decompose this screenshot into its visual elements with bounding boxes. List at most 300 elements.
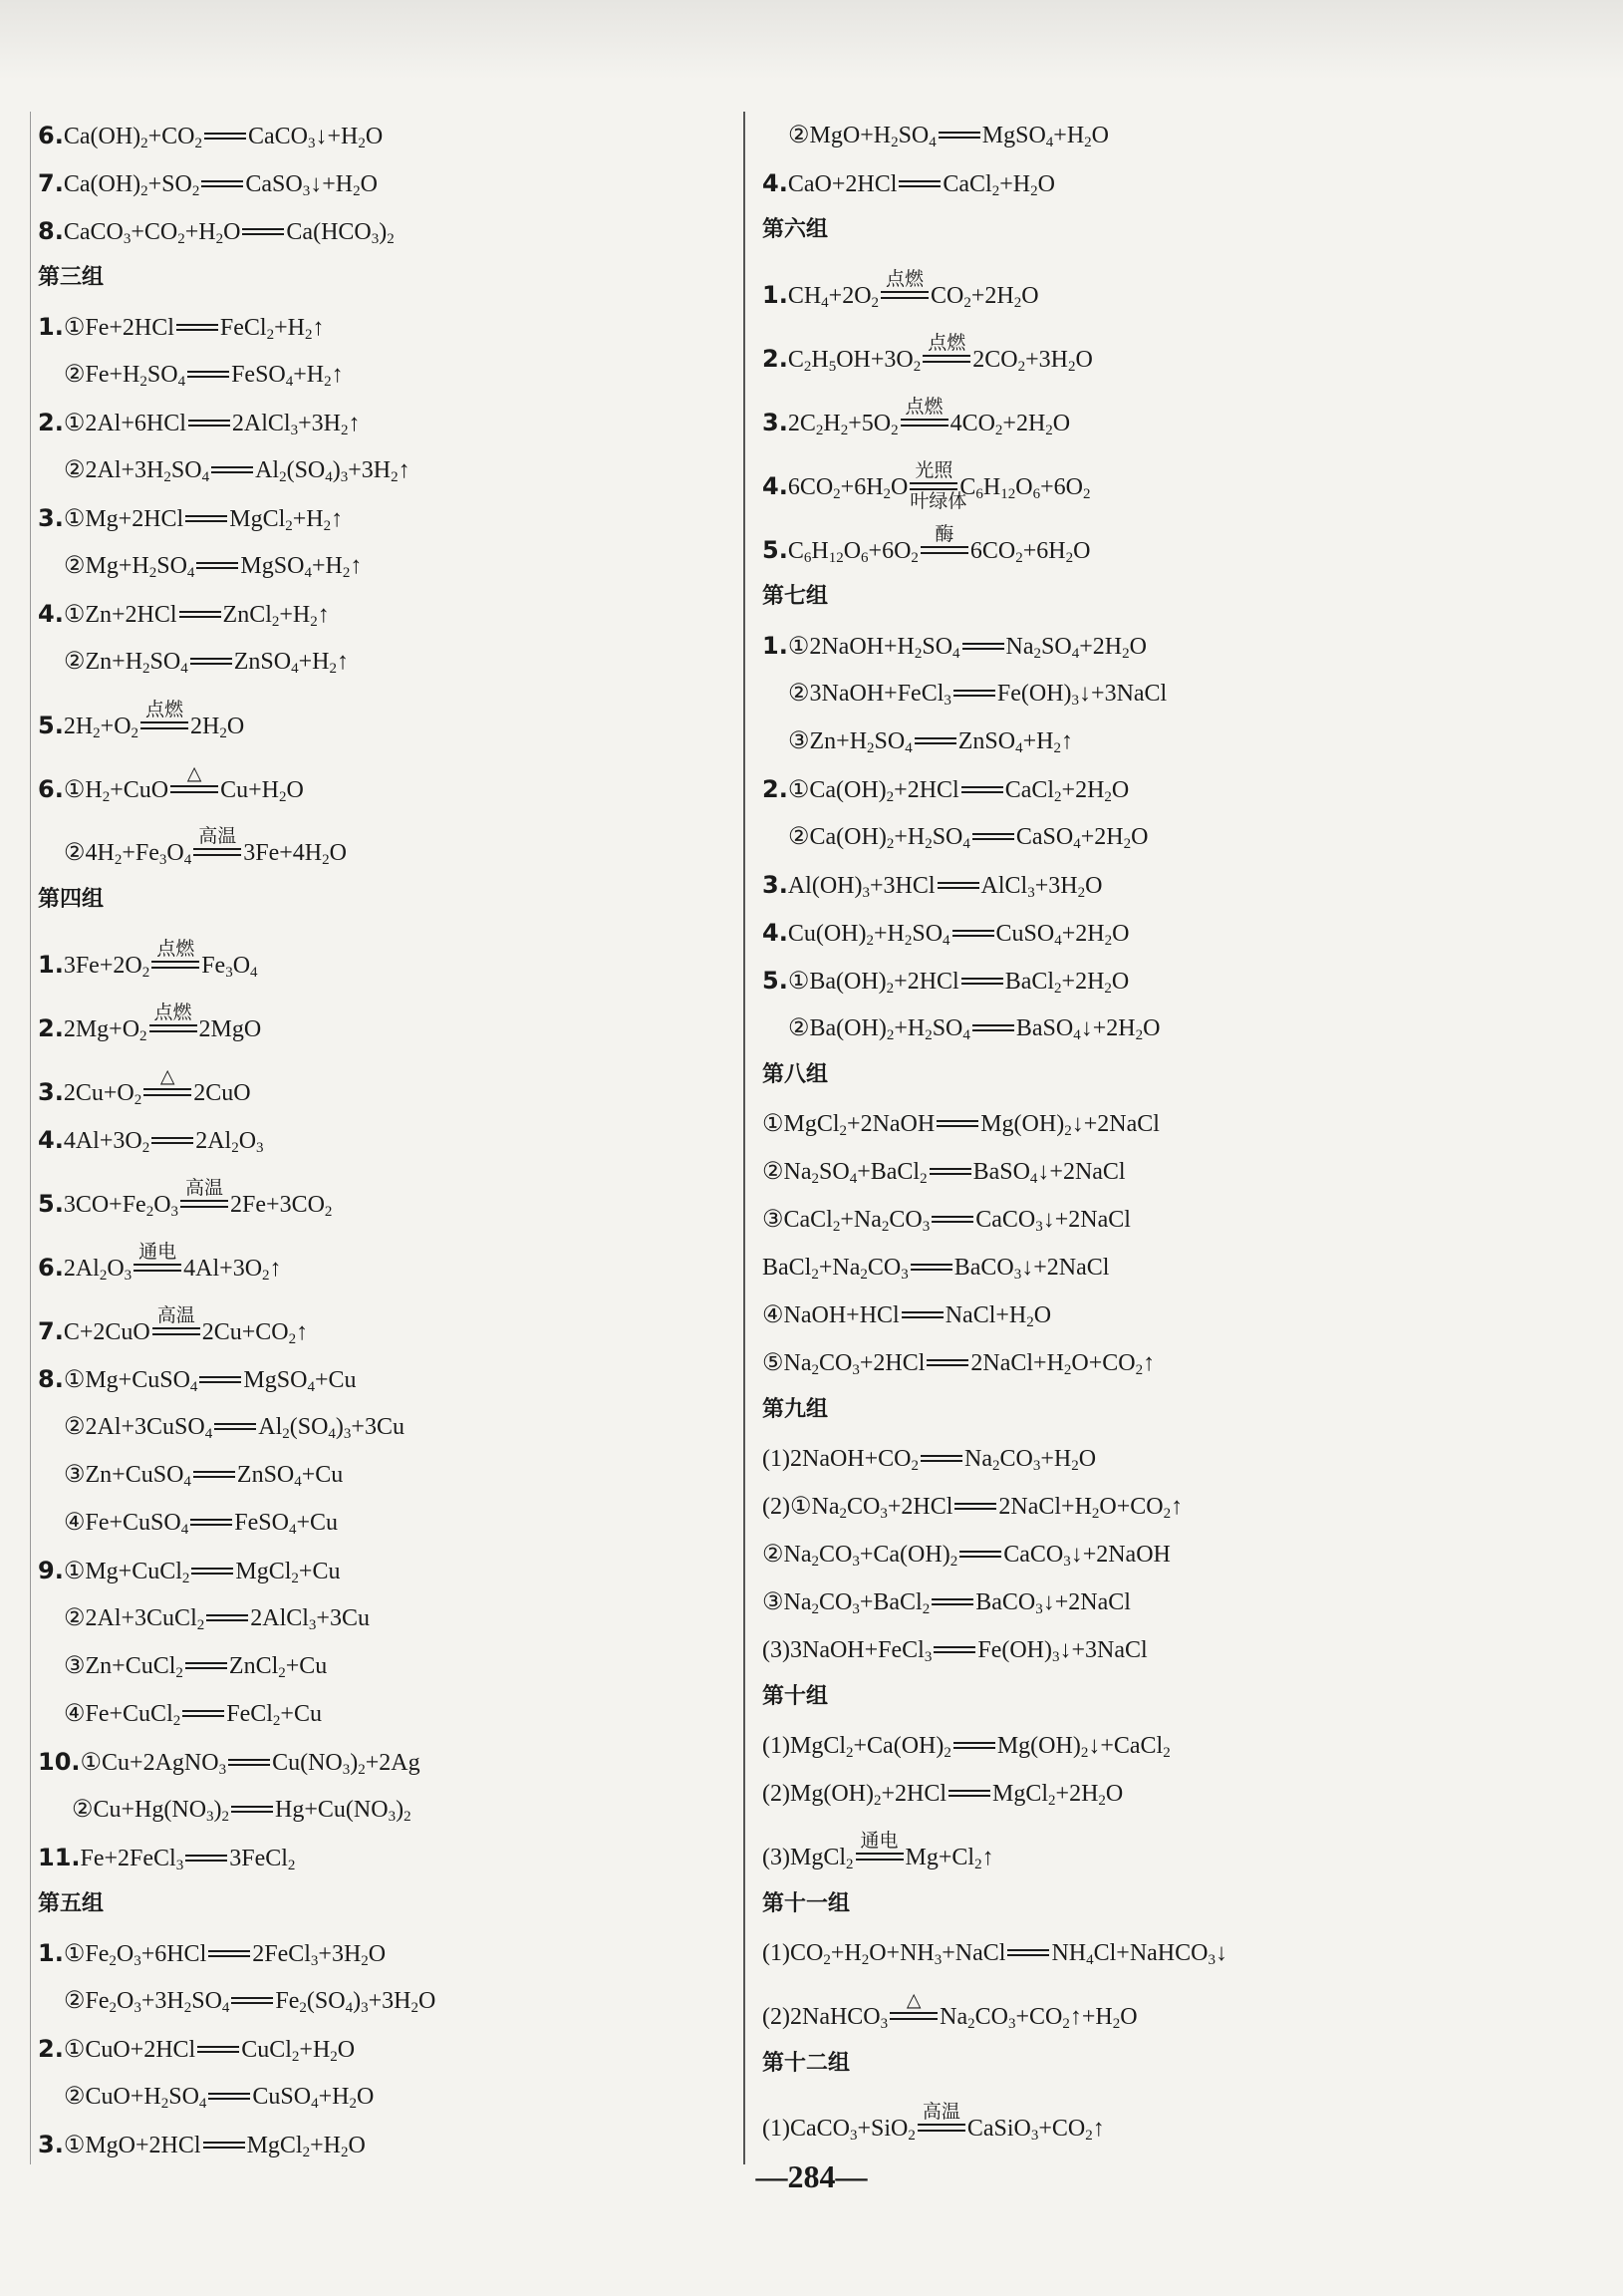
subscript: 2	[1163, 1506, 1172, 1522]
reaction-condition	[910, 459, 967, 512]
subscript: 3	[310, 1953, 319, 1969]
equation-line: $(1)MgCl_2+Ca(OH)_2$ $Mg(OH)_2↓+CaCl_2$	[762, 1733, 1171, 1761]
equation-line: 2.①CuO+2HCl $CuCl_2+H_2O$	[38, 2035, 356, 2065]
subscript: 4	[201, 469, 210, 485]
equation-line: $③Na_2CO_3+BaCl_2$ BaCO$_3$↓+2NaCl	[762, 1589, 1131, 1617]
subscript: 2	[391, 469, 399, 485]
subscript: 3	[1032, 1458, 1041, 1474]
item-number: 4.	[762, 919, 788, 947]
subscript: 2	[1112, 2016, 1121, 2032]
reaction-condition	[921, 523, 968, 554]
equals-sign	[190, 1519, 232, 1526]
subscript: 2	[299, 2000, 307, 2016]
subscript: 2	[285, 518, 293, 534]
left-column	[38, 112, 725, 2168]
item-number: 3.	[762, 871, 788, 899]
subscript: 2	[145, 1204, 154, 1220]
subscript: 2	[811, 1362, 819, 1378]
equation-line: ①MgCl$_2$+2NaOH $Mg(OH)_2↓+2NaCl$	[762, 1111, 1160, 1139]
subscript: 2	[172, 1713, 181, 1729]
subscript: 3	[901, 1267, 909, 1283]
section-heading: 第六组	[762, 217, 829, 242]
item-number: 4.	[762, 169, 788, 197]
equation-line: $②Fe+H_2SO_4$ $FeSO_4+H_2↑$	[64, 362, 344, 390]
subscript: 3	[1030, 2128, 1039, 2144]
item-number: 9.	[38, 1557, 64, 1584]
subscript: 3	[924, 1649, 933, 1665]
subscript: 6	[803, 550, 812, 566]
equation-line: $2.①Ca(OH)_2+2HCl$ $CaCl_2+2H_2O$	[762, 775, 1130, 805]
section-heading: 第四组	[38, 887, 105, 912]
reaction-condition	[140, 699, 188, 729]
subscript: 4	[1015, 740, 1023, 756]
subscript: 2	[908, 2128, 916, 2144]
subscript: 2	[1098, 1793, 1106, 1809]
condition-label: △	[159, 1065, 175, 1087]
subscript: 2	[219, 725, 227, 741]
equation-line: $6.①H_2+CuO$ △ $Cu+H_2O$	[38, 762, 304, 805]
subscript: 4	[183, 852, 192, 868]
subscript: 5	[828, 359, 837, 375]
subscript: 2	[1048, 1793, 1056, 1809]
equation-line: 4.CaO+2HCl $CaCl_2+H_2O$	[762, 169, 1055, 199]
subscript: 2	[922, 1601, 931, 1617]
equals-sign	[208, 1950, 250, 1957]
item-number: 3.	[762, 409, 788, 436]
subscript: 2	[291, 2049, 300, 2065]
subscript: 2	[1067, 359, 1076, 375]
equation-line: $(2)Mg(OH)_2+2HCl$ $MgCl_2+2H_2O$	[762, 1781, 1124, 1809]
section-heading: 第七组	[762, 584, 829, 609]
subscript: 2	[1084, 135, 1092, 150]
subscript: 2	[839, 1506, 847, 1522]
section-heading: 第三组	[38, 265, 105, 290]
subscript: 2	[109, 1953, 117, 1969]
subscript: 4	[962, 836, 970, 852]
equation-line: $(1)2NaOH+CO_2$ $Na_2CO_3+H_2O$	[762, 1446, 1097, 1474]
item-number: 6.	[38, 775, 64, 803]
item-number: 4.	[762, 472, 788, 500]
subscript: 2	[974, 1857, 982, 1872]
subscript: 4	[1054, 933, 1062, 949]
item-number: 2.	[38, 2035, 64, 2063]
subscript: 2	[183, 2000, 192, 2016]
subscript: 3	[1013, 1267, 1022, 1283]
subscript: 2	[177, 231, 185, 247]
equation-line: $③CaCl_2+Na_2CO_3$ CaCO$_3$↓+2NaCl	[762, 1207, 1131, 1235]
item-number: 3.	[38, 2131, 64, 2158]
equation-line: $(1)CO_2+H_2O+NH_3+NaCl$ $NH_4Cl+NaHCO_3↓$	[762, 1940, 1227, 1968]
subscript: 2	[1122, 646, 1130, 662]
subscript: 2	[278, 1665, 286, 1681]
equals-sign	[959, 1551, 1001, 1558]
subscript: 2	[266, 327, 275, 343]
equals-sign	[242, 228, 284, 235]
subscript: 2	[340, 423, 349, 438]
subscript: 4	[180, 1522, 189, 1538]
subscript: 2	[867, 740, 875, 756]
condition-label: 点燃	[156, 938, 195, 960]
subscript: 2	[231, 1140, 239, 1156]
section-heading: 第八组	[762, 1062, 829, 1087]
item-number: 6.	[38, 1254, 64, 1282]
subscript: 2	[271, 614, 280, 630]
equation-line: (1)CaCO$_3$+SiO$_2$ 高温 $CaSiO_3+CO_2↑$	[762, 2101, 1105, 2144]
subscript: 2	[920, 1171, 928, 1187]
equation-line: 1.①Fe+2HCl $FeCl_2+H_2↑$	[38, 313, 325, 343]
subscript: 4	[1045, 135, 1054, 150]
subscript: 2	[278, 789, 287, 805]
subscript: 2	[1077, 885, 1086, 901]
subscript: 4	[1071, 646, 1080, 662]
equation-line: (3)MgCl$_2$ 通电 $Mg+Cl_2↑$	[762, 1830, 994, 1872]
equation-line: $②2Al+3H_2SO_4$ $Al_2(SO_4)_3+3H_2↑$	[64, 457, 410, 485]
equation-line: $②Zn+H_2SO_4$ $ZnSO_4+H_2↑$	[64, 649, 349, 677]
reaction-condition	[143, 1065, 191, 1096]
equals-sign	[911, 1264, 952, 1271]
equals-sign	[231, 1806, 273, 1813]
subscript: 4	[177, 374, 186, 390]
subscript: 2	[340, 2145, 349, 2160]
subscript: 2	[811, 1601, 819, 1617]
subscript: 2	[291, 1571, 299, 1586]
subscript: 2	[1015, 550, 1023, 566]
subscript: 2	[811, 1554, 819, 1570]
subscript: 2	[358, 136, 366, 151]
subscript: 2	[194, 136, 203, 151]
subscript: 2	[914, 646, 923, 662]
subscript: 4	[189, 1379, 198, 1395]
condition-label: 高温	[156, 1304, 195, 1326]
subscript: 2	[142, 661, 150, 677]
equation-line: $6.2Al_2O_3$ 通电 $4Al+3O_2↑$	[38, 1241, 282, 1284]
subscript: 2	[302, 2145, 311, 2160]
equals-sign	[203, 2142, 245, 2149]
subscript: 2	[886, 981, 895, 997]
equals-sign	[930, 1168, 971, 1175]
subscript: 2	[1013, 295, 1022, 311]
equals-sign	[185, 1855, 227, 1862]
item-number: 1.	[38, 1939, 64, 1967]
equals-sign	[961, 786, 1003, 793]
item-number: 2.	[38, 409, 64, 436]
item-number: 1.	[762, 632, 788, 660]
equals-sign	[972, 1024, 1014, 1031]
equation-line: $②Cu+Hg(NO_3)_2$ $Hg+Cu(NO_3)_2$	[72, 1797, 411, 1825]
subscript: 2	[324, 1204, 333, 1220]
reaction-condition	[180, 1177, 228, 1208]
subscript: 2	[175, 1665, 183, 1681]
subscript: 4	[288, 1522, 297, 1538]
subscript: 3	[170, 1204, 179, 1220]
equals-sign	[953, 1742, 995, 1749]
condition-label: 点燃	[928, 332, 966, 354]
right-column	[762, 112, 1589, 2152]
equals-sign	[206, 1614, 248, 1621]
subscript: 4	[328, 1426, 336, 1442]
item-number: 1.	[38, 313, 64, 341]
condition-label: 点燃	[905, 396, 944, 418]
item-number: 3.	[38, 1078, 64, 1106]
subscript: 2	[886, 836, 895, 852]
subscript: 2	[1033, 646, 1042, 662]
subscript: 2	[871, 295, 880, 311]
equals-sign	[952, 930, 994, 937]
equals-sign	[231, 1997, 273, 2004]
subscript: 2	[139, 374, 147, 390]
subscript: 4	[1086, 1952, 1094, 1968]
subscript: 2	[991, 183, 1000, 199]
equation-line: $1.①2NaOH+H_2SO_4$ $Na_2SO_4+2H_2O$	[762, 632, 1147, 662]
equals-sign	[179, 611, 221, 618]
condition-label: 通电	[138, 1241, 177, 1263]
subscript: 2	[404, 1809, 411, 1825]
equals-sign	[902, 1311, 944, 1318]
subscript: 2	[1104, 933, 1113, 949]
subscript: 2	[140, 136, 148, 151]
equation-line: $③Zn+H_2SO_4$ $ZnSO_4+H_2↑$	[788, 728, 1073, 756]
equals-sign	[199, 1376, 241, 1383]
subscript: 2	[131, 725, 139, 741]
subscript: 4	[250, 965, 258, 981]
equals-sign	[196, 562, 238, 569]
subscript: 3	[308, 1617, 317, 1633]
equation-line: 3.①MgO+2HCl $MgCl_2+H_2O$	[38, 2131, 366, 2160]
subscript: 3	[290, 423, 299, 438]
subscript: 2	[221, 1809, 230, 1825]
subscript: 2	[1065, 550, 1074, 566]
subscript: 4	[186, 565, 195, 581]
subscript: 3	[944, 693, 951, 709]
subscript: 4	[821, 295, 829, 311]
subscript: 3	[158, 852, 167, 868]
subscript: 2	[866, 933, 874, 949]
subscript: 12	[1000, 486, 1016, 502]
equation-line: 11.Fe+2FeCl$_3$ 3FeCl$_2$	[38, 1844, 296, 1873]
page-number: —284—	[755, 2158, 868, 2194]
equation-line: ③Zn+CuCl$_2$ ZnCl$_2$+Cu	[64, 1653, 328, 1681]
subscript: 2	[287, 1858, 296, 1873]
equals-sign	[921, 1455, 962, 1462]
subscript: 2	[1017, 359, 1026, 375]
equation-line: $3.Al(OH)_3+3HCl$ $AlCl_3+3H_2O$	[762, 871, 1103, 901]
subscript: 2	[846, 1857, 854, 1872]
subscript: 2	[324, 374, 332, 390]
subscript: 2	[803, 359, 812, 375]
item-number: 4.	[38, 600, 64, 628]
equation-line: 3.①Mg+2HCl $MgCl_2+H_2↑$	[38, 504, 344, 534]
subscript: 2	[358, 1762, 366, 1778]
subscript: 2	[1085, 2128, 1093, 2144]
subscript: 4	[311, 2096, 319, 2112]
equals-sign	[201, 180, 243, 187]
subscript: 2	[304, 327, 313, 343]
reaction-condition	[193, 825, 241, 856]
subscript: 4	[307, 1379, 315, 1395]
item-number: 2.	[762, 775, 788, 803]
equals-sign	[954, 1503, 996, 1510]
reaction-condition	[134, 1241, 181, 1272]
subscript: 2	[967, 2016, 975, 2032]
subscript: 2	[99, 1268, 108, 1284]
subscript: 2	[322, 852, 330, 868]
subscript: 2	[196, 1617, 205, 1633]
subscript: 3	[123, 231, 132, 247]
equation-line: ④Fe+CuCl$_2$ FeCl$_2$+Cu	[64, 1701, 322, 1729]
subscript: 2	[891, 135, 899, 150]
subscript: 2	[1064, 1123, 1072, 1139]
condition-label: △	[186, 762, 202, 784]
subscript: 2	[823, 1952, 831, 1968]
equation-line: $4.6CO_2+6H_2O$ 光照 叶绿体 $C_6H_{12}O_6+6O_2$	[762, 459, 1091, 512]
subscript: 3	[1208, 1952, 1216, 1968]
subscript: 2	[342, 565, 351, 581]
equals-sign	[211, 466, 253, 473]
subscript: 2	[141, 1140, 150, 1156]
subscript: 3	[862, 885, 870, 901]
equals-sign	[190, 658, 232, 665]
equation-line: $7.Ca(OH)_2+SO_2$ $CaSO_3↓+H_2O$	[38, 169, 378, 199]
equals-sign	[185, 515, 227, 522]
subscript: 2	[832, 1219, 841, 1235]
subscript: 3	[361, 2000, 369, 2016]
subscript: 2	[811, 1171, 819, 1187]
condition-sublabel: 叶绿体	[910, 490, 967, 512]
subscript: 4	[849, 1171, 858, 1187]
subscript: 3	[340, 469, 349, 485]
equals-sign	[938, 882, 979, 889]
subscript: 2	[833, 486, 841, 502]
equals-sign	[204, 133, 246, 140]
subscript: 4	[1073, 1027, 1081, 1043]
equals-sign	[932, 1598, 973, 1605]
item-number: 2.	[762, 345, 788, 373]
equals-sign	[214, 1423, 256, 1430]
subscript: 2	[114, 852, 123, 868]
equals-sign	[961, 978, 1003, 985]
equation-line: ④Fe+CuSO$_4$ FeSO$_4$+Cu	[64, 1510, 338, 1538]
subscript: 2	[310, 614, 318, 630]
subscript: 2	[815, 423, 824, 438]
subscript: 2	[1080, 1745, 1089, 1761]
equation-line: $②Ca(OH)_2+H_2SO_4$ $CaSO_4+2H_2O$	[788, 824, 1149, 852]
subscript: 3	[1063, 1554, 1071, 1570]
equals-sign	[939, 132, 980, 139]
subscript: 2	[1053, 740, 1061, 756]
subscript: 2	[181, 1571, 190, 1586]
condition-label: 通电	[860, 1830, 899, 1852]
subscript: 2	[861, 1952, 870, 1968]
subscript: 2	[1163, 1745, 1171, 1761]
subscript: 4	[905, 740, 913, 756]
item-number: 1.	[38, 951, 64, 979]
equals-sign	[182, 1710, 224, 1717]
subscript: 4	[221, 2000, 230, 2016]
condition-label: 光照	[915, 459, 953, 481]
subscript: 4	[325, 469, 333, 485]
subscript: 4	[204, 1426, 213, 1442]
subscript: 3	[388, 1809, 397, 1825]
item-number: 10.	[38, 1748, 81, 1776]
equation-line: ②3NaOH+FeCl$_3$ $Fe(OH)_3↓+3NaCl$	[788, 681, 1168, 709]
equation-line: $⑤Na_2CO_3+2HCl$ $2NaCl+H_2O+CO_2↑$	[762, 1350, 1156, 1378]
subscript: 2	[994, 423, 1003, 438]
reaction-condition	[856, 1830, 904, 1861]
equals-sign	[185, 1662, 227, 1669]
subscript: 3	[1035, 1601, 1043, 1617]
condition-label: 点燃	[153, 1002, 192, 1023]
equation-line: 8.①Mg+CuSO$_4$ MgSO$_4$+Cu	[38, 1365, 357, 1395]
equals-sign	[962, 643, 1004, 650]
equation-line: $4.4Al+3O_2$ $2Al_2O_3$	[38, 1126, 264, 1156]
subscript: 2	[163, 469, 171, 485]
subscript: 2	[925, 1027, 933, 1043]
equation-line: $②MgO+H_2SO_4$ $MgSO_4+H_2O$	[788, 123, 1109, 150]
subscript: 2	[1054, 981, 1062, 997]
subscript: 2	[811, 1267, 819, 1283]
subscript: 2	[1030, 183, 1038, 199]
item-number: 5.	[38, 712, 64, 739]
equals-sign	[948, 1790, 990, 1797]
subscript: 2	[1082, 486, 1091, 502]
subscript: 3	[1071, 693, 1080, 709]
subscript: 2	[109, 2000, 118, 2016]
subscript: 4	[304, 565, 312, 581]
equation-line: $5.3CO+Fe_2O_3$ 高温 $2Fe+3CO_2$	[38, 1177, 333, 1220]
subscript: 2	[911, 1458, 920, 1474]
subscript: 4	[291, 661, 299, 677]
subscript: 3	[225, 965, 233, 981]
equation-line: $3.2C_2H_2+5O_2$ 点燃 $4CO_2+2H_2O$	[762, 396, 1071, 438]
left-margin-rule	[30, 112, 31, 2164]
item-number: 8.	[38, 217, 64, 245]
condition-label: 高温	[198, 825, 237, 847]
subscript: 2	[1123, 836, 1132, 852]
subscript: 2	[891, 423, 899, 438]
section-heading: 第十组	[762, 1684, 829, 1709]
subscript: 4	[198, 2096, 207, 2112]
subscript: 2	[361, 1953, 369, 1969]
subscript: 3	[880, 1506, 888, 1522]
subscript: 2	[873, 1793, 882, 1809]
reaction-condition	[151, 938, 199, 969]
equation-line: (3)3NaOH+FeCl$_3$ $Fe(OH)_3↓+3NaCl$	[762, 1637, 1148, 1665]
reaction-condition	[149, 1002, 197, 1032]
subscript: 2	[148, 565, 157, 581]
subscript: 3	[342, 1762, 351, 1778]
subscript: 2	[139, 1028, 147, 1044]
column-divider	[743, 112, 745, 2164]
equation-line: $5.①Ba(OH)_2+2HCl$ $BaCl_2+2H_2O$	[762, 967, 1130, 997]
equation-line: 7.C+2CuO 高温 $2Cu+CO_2↑$	[38, 1304, 309, 1347]
subscript: 3	[852, 1554, 860, 1570]
item-number: 6.	[38, 122, 64, 149]
subscript: 3	[206, 1809, 214, 1825]
subscript: 3	[175, 1858, 184, 1873]
equals-sign	[191, 1568, 233, 1575]
subscript: 3	[1007, 2016, 1016, 2032]
condition-label: 酶	[935, 523, 954, 545]
subscript: 6	[1032, 486, 1041, 502]
subscript: 2	[349, 2096, 357, 2112]
subscript: 12	[828, 550, 844, 566]
subscript: 4	[962, 1027, 970, 1043]
subscript: 2	[860, 1267, 868, 1283]
subscript: 3	[880, 2016, 889, 2032]
subscript: 2	[1091, 1506, 1100, 1522]
subscript: 3	[134, 1953, 141, 1969]
section-heading: 第十二组	[762, 2051, 851, 2076]
